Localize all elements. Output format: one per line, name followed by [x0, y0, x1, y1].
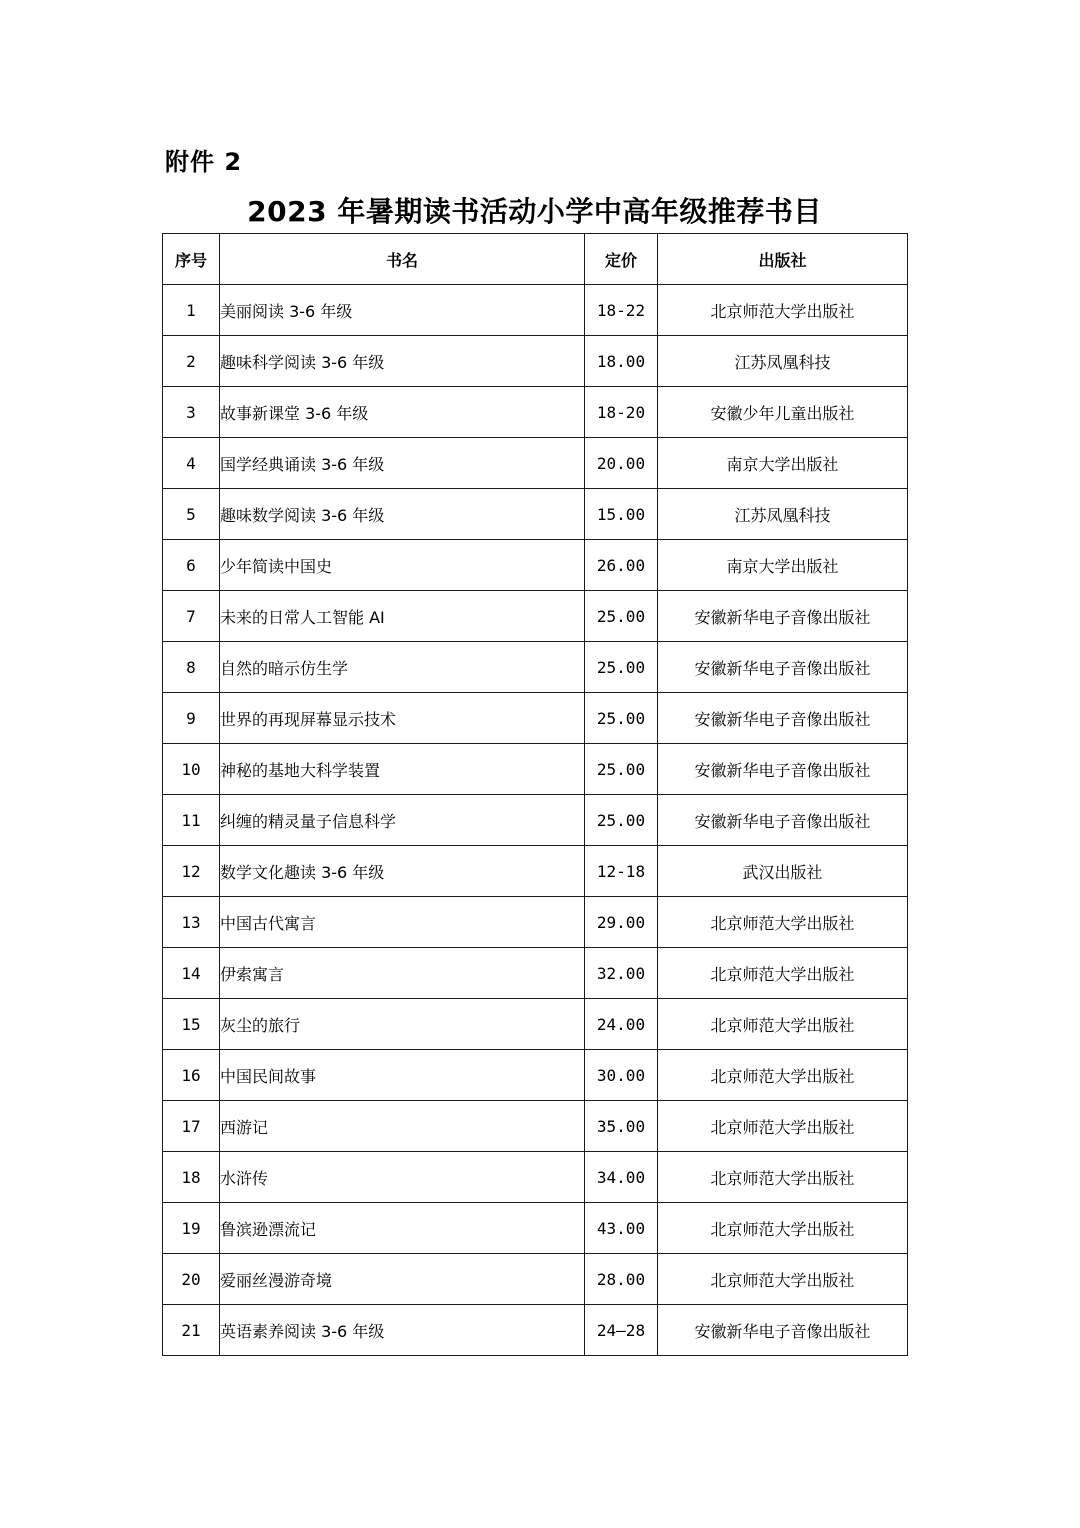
- row-number: 19: [163, 1203, 220, 1254]
- row-number: 3: [163, 387, 220, 438]
- book-title: 国学经典诵读 3-6 年级: [220, 438, 585, 489]
- book-price: 24.00: [585, 999, 658, 1050]
- book-price: 26.00: [585, 540, 658, 591]
- row-number: 16: [163, 1050, 220, 1101]
- table-row: [163, 1152, 908, 1203]
- book-price: 25.00: [585, 795, 658, 846]
- book-publisher: 北京师范大学出版社: [658, 1203, 908, 1254]
- book-publisher: 安徽新华电子音像出版社: [658, 744, 908, 795]
- row-number: 2: [163, 336, 220, 387]
- book-price: 20.00: [585, 438, 658, 489]
- book-title: 神秘的基地大科学装置: [220, 744, 585, 795]
- table-header-row: [163, 234, 908, 285]
- header-price: 定价: [585, 234, 658, 285]
- book-price: 28.00: [585, 1254, 658, 1305]
- book-title: 灰尘的旅行: [220, 999, 585, 1050]
- book-title: 趣味数学阅读 3-6 年级: [220, 489, 585, 540]
- table-row: [163, 1254, 908, 1305]
- book-title: 西游记: [220, 1101, 585, 1152]
- row-number: 15: [163, 999, 220, 1050]
- book-publisher: 北京师范大学出版社: [658, 1152, 908, 1203]
- row-number: 5: [163, 489, 220, 540]
- table-row: [163, 948, 908, 999]
- book-publisher: 江苏凤凰科技: [658, 489, 908, 540]
- header-no: 序号: [163, 234, 220, 285]
- table-row: [163, 591, 908, 642]
- attachment-label: 附件 2: [165, 148, 243, 176]
- table-row: [163, 897, 908, 948]
- row-number: 8: [163, 642, 220, 693]
- header-title: 书名: [220, 234, 585, 285]
- book-price: 18-20: [585, 387, 658, 438]
- book-title: 世界的再现屏幕显示技术: [220, 693, 585, 744]
- book-publisher: 安徽新华电子音像出版社: [658, 591, 908, 642]
- book-publisher: 安徽新华电子音像出版社: [658, 795, 908, 846]
- book-title: 中国民间故事: [220, 1050, 585, 1101]
- book-price: 25.00: [585, 693, 658, 744]
- book-price: 43.00: [585, 1203, 658, 1254]
- book-price: 32.00: [585, 948, 658, 999]
- book-title: 美丽阅读 3-6 年级: [220, 285, 585, 336]
- book-list-table: [162, 233, 908, 1356]
- book-title: 鲁滨逊漂流记: [220, 1203, 585, 1254]
- table-row: [163, 795, 908, 846]
- book-price: 18.00: [585, 336, 658, 387]
- book-publisher: 安徽新华电子音像出版社: [658, 1305, 908, 1356]
- row-number: 21: [163, 1305, 220, 1356]
- book-title: 未来的日常人工智能 AI: [220, 591, 585, 642]
- book-price: 24—28: [585, 1305, 658, 1356]
- row-number: 18: [163, 1152, 220, 1203]
- table-row: [163, 999, 908, 1050]
- book-price: 34.00: [585, 1152, 658, 1203]
- book-price: 25.00: [585, 744, 658, 795]
- book-title: 数学文化趣读 3-6 年级: [220, 846, 585, 897]
- book-publisher: 武汉出版社: [658, 846, 908, 897]
- table-row: [163, 846, 908, 897]
- book-publisher: 安徽少年儿童出版社: [658, 387, 908, 438]
- book-title: 英语素养阅读 3-6 年级: [220, 1305, 585, 1356]
- row-number: 11: [163, 795, 220, 846]
- book-price: 15.00: [585, 489, 658, 540]
- book-price: 29.00: [585, 897, 658, 948]
- book-price: 18-22: [585, 285, 658, 336]
- book-publisher: 安徽新华电子音像出版社: [658, 642, 908, 693]
- table-row: [163, 438, 908, 489]
- table-row: [163, 285, 908, 336]
- row-number: 14: [163, 948, 220, 999]
- page-title: 2023 年暑期读书活动小学中高年级推荐书目: [247, 195, 822, 228]
- book-publisher: 北京师范大学出版社: [658, 1254, 908, 1305]
- table-row: [163, 642, 908, 693]
- row-number: 7: [163, 591, 220, 642]
- row-number: 13: [163, 897, 220, 948]
- book-publisher: 北京师范大学出版社: [658, 999, 908, 1050]
- header-publisher: 出版社: [658, 234, 908, 285]
- book-price: 35.00: [585, 1101, 658, 1152]
- book-publisher: 北京师范大学出版社: [658, 1101, 908, 1152]
- table-body: [163, 285, 908, 1356]
- book-title: 纠缠的精灵量子信息科学: [220, 795, 585, 846]
- book-title: 少年简读中国史: [220, 540, 585, 591]
- book-publisher: 北京师范大学出版社: [658, 285, 908, 336]
- row-number: 17: [163, 1101, 220, 1152]
- book-title: 伊索寓言: [220, 948, 585, 999]
- table-row: [163, 1101, 908, 1152]
- table-row: [163, 540, 908, 591]
- table-row: [163, 744, 908, 795]
- book-price: 25.00: [585, 591, 658, 642]
- table-row: [163, 693, 908, 744]
- book-publisher: 北京师范大学出版社: [658, 1050, 908, 1101]
- book-price: 12-18: [585, 846, 658, 897]
- row-number: 10: [163, 744, 220, 795]
- book-title: 趣味科学阅读 3-6 年级: [220, 336, 585, 387]
- book-title: 自然的暗示仿生学: [220, 642, 585, 693]
- book-price: 30.00: [585, 1050, 658, 1101]
- row-number: 4: [163, 438, 220, 489]
- table-row: [163, 1305, 908, 1356]
- row-number: 1: [163, 285, 220, 336]
- book-title: 爱丽丝漫游奇境: [220, 1254, 585, 1305]
- book-publisher: 北京师范大学出版社: [658, 897, 908, 948]
- row-number: 6: [163, 540, 220, 591]
- table-row: [163, 336, 908, 387]
- book-title: 中国古代寓言: [220, 897, 585, 948]
- book-title: 故事新课堂 3-6 年级: [220, 387, 585, 438]
- book-publisher: 南京大学出版社: [658, 540, 908, 591]
- book-publisher: 南京大学出版社: [658, 438, 908, 489]
- book-publisher: 安徽新华电子音像出版社: [658, 693, 908, 744]
- table-row: [163, 1050, 908, 1101]
- row-number: 20: [163, 1254, 220, 1305]
- row-number: 12: [163, 846, 220, 897]
- book-publisher: 江苏凤凰科技: [658, 336, 908, 387]
- table-row: [163, 489, 908, 540]
- book-price: 25.00: [585, 642, 658, 693]
- table-row: [163, 1203, 908, 1254]
- row-number: 9: [163, 693, 220, 744]
- table-row: [163, 387, 908, 438]
- book-publisher: 北京师范大学出版社: [658, 948, 908, 999]
- book-title: 水浒传: [220, 1152, 585, 1203]
